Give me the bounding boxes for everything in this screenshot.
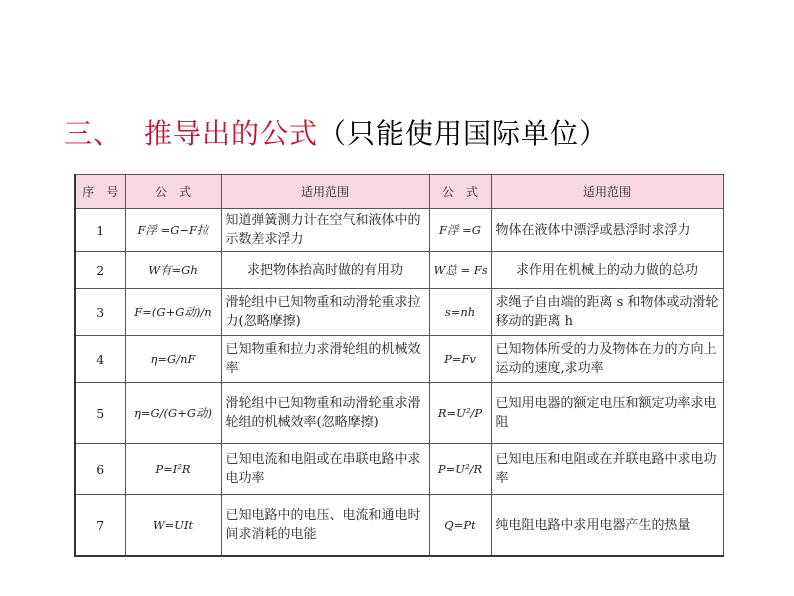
scope-cell: 物体在液体中漂浮或悬浮时求浮力	[491, 209, 723, 252]
scope-cell: 已知电路中的电压、电流和通电时间求消耗的电能	[221, 495, 429, 557]
table-row	[75, 252, 723, 289]
scope-cell: 求把物体抬高时做的有用功	[221, 252, 429, 289]
scope-cell: 求作用在机械上的动力做的总功	[491, 252, 723, 289]
scope-cell: 已知电流和电阻或在串联电路中求电功率	[221, 444, 429, 495]
title-subtitle: （只能使用国际单位）	[318, 117, 609, 150]
table-row	[75, 209, 723, 252]
formula-cell: η=G/nF	[125, 336, 221, 383]
scope-cell: 求绳子自由端的距离 s 和物体或动滑轮移动的距离 h	[491, 289, 723, 336]
scope-cell: 已知电压和电阻或在并联电路中求电功率	[491, 444, 723, 495]
table-row	[75, 444, 723, 495]
formula-table	[74, 174, 724, 557]
scope-cell: 已知物重和拉力求滑轮组的机械效率	[221, 336, 429, 383]
formula-cell: W总 = Fs	[429, 252, 491, 289]
title-main: 推导出的公式	[144, 117, 319, 150]
table-row	[75, 383, 723, 444]
formula-cell: P=I²R	[125, 444, 221, 495]
table-row	[75, 495, 723, 557]
table-row	[75, 289, 723, 336]
row-index: 7	[75, 495, 125, 557]
formula-cell: R=U²/P	[429, 383, 491, 444]
row-index: 1	[75, 209, 125, 252]
title-number: 三、	[64, 117, 123, 150]
scope-cell: 纯电阻电路中求用电器产生的热量	[491, 495, 723, 557]
scope-cell: 滑轮组中已知物重和动滑轮重求滑轮组的机械效率(忽略摩擦)	[221, 383, 429, 444]
scope-cell: 已知用电器的额定电压和额定功率求电阻	[491, 383, 723, 444]
row-index: 2	[75, 252, 125, 289]
formula-cell: η=G/(G+G动)	[125, 383, 221, 444]
row-index: 6	[75, 444, 125, 495]
row-index: 3	[75, 289, 125, 336]
scope-cell: 滑轮组中已知物重和动滑轮重求拉力(忽略摩擦)	[221, 289, 429, 336]
formula-cell: s=nh	[429, 289, 491, 336]
formula-cell: W=UIt	[125, 495, 221, 557]
header-scope-1: 适用范围	[221, 175, 429, 209]
formula-cell: F=(G+G动)/n	[125, 289, 221, 336]
formula-cell: P=Fv	[429, 336, 491, 383]
table-header-row	[75, 175, 723, 209]
page-title	[64, 114, 608, 154]
header-formula-1: 公 式	[125, 175, 221, 209]
row-index: 4	[75, 336, 125, 383]
formula-cell: F浮 =G−F拉	[125, 209, 221, 252]
formula-cell: P=U²/R	[429, 444, 491, 495]
header-index: 序 号	[75, 175, 125, 209]
header-formula-2: 公 式	[429, 175, 491, 209]
scope-cell: 已知物体所受的力及物体在力的方向上运动的速度,求功率	[491, 336, 723, 383]
table-row	[75, 336, 723, 383]
formula-cell: Q=Pt	[429, 495, 491, 557]
row-index: 5	[75, 383, 125, 444]
formula-cell: F浮 =G	[429, 209, 491, 252]
scope-cell: 知道弹簧测力计在空气和液体中的示数差求浮力	[221, 209, 429, 252]
formula-cell: W有=Gh	[125, 252, 221, 289]
header-scope-2: 适用范围	[491, 175, 723, 209]
